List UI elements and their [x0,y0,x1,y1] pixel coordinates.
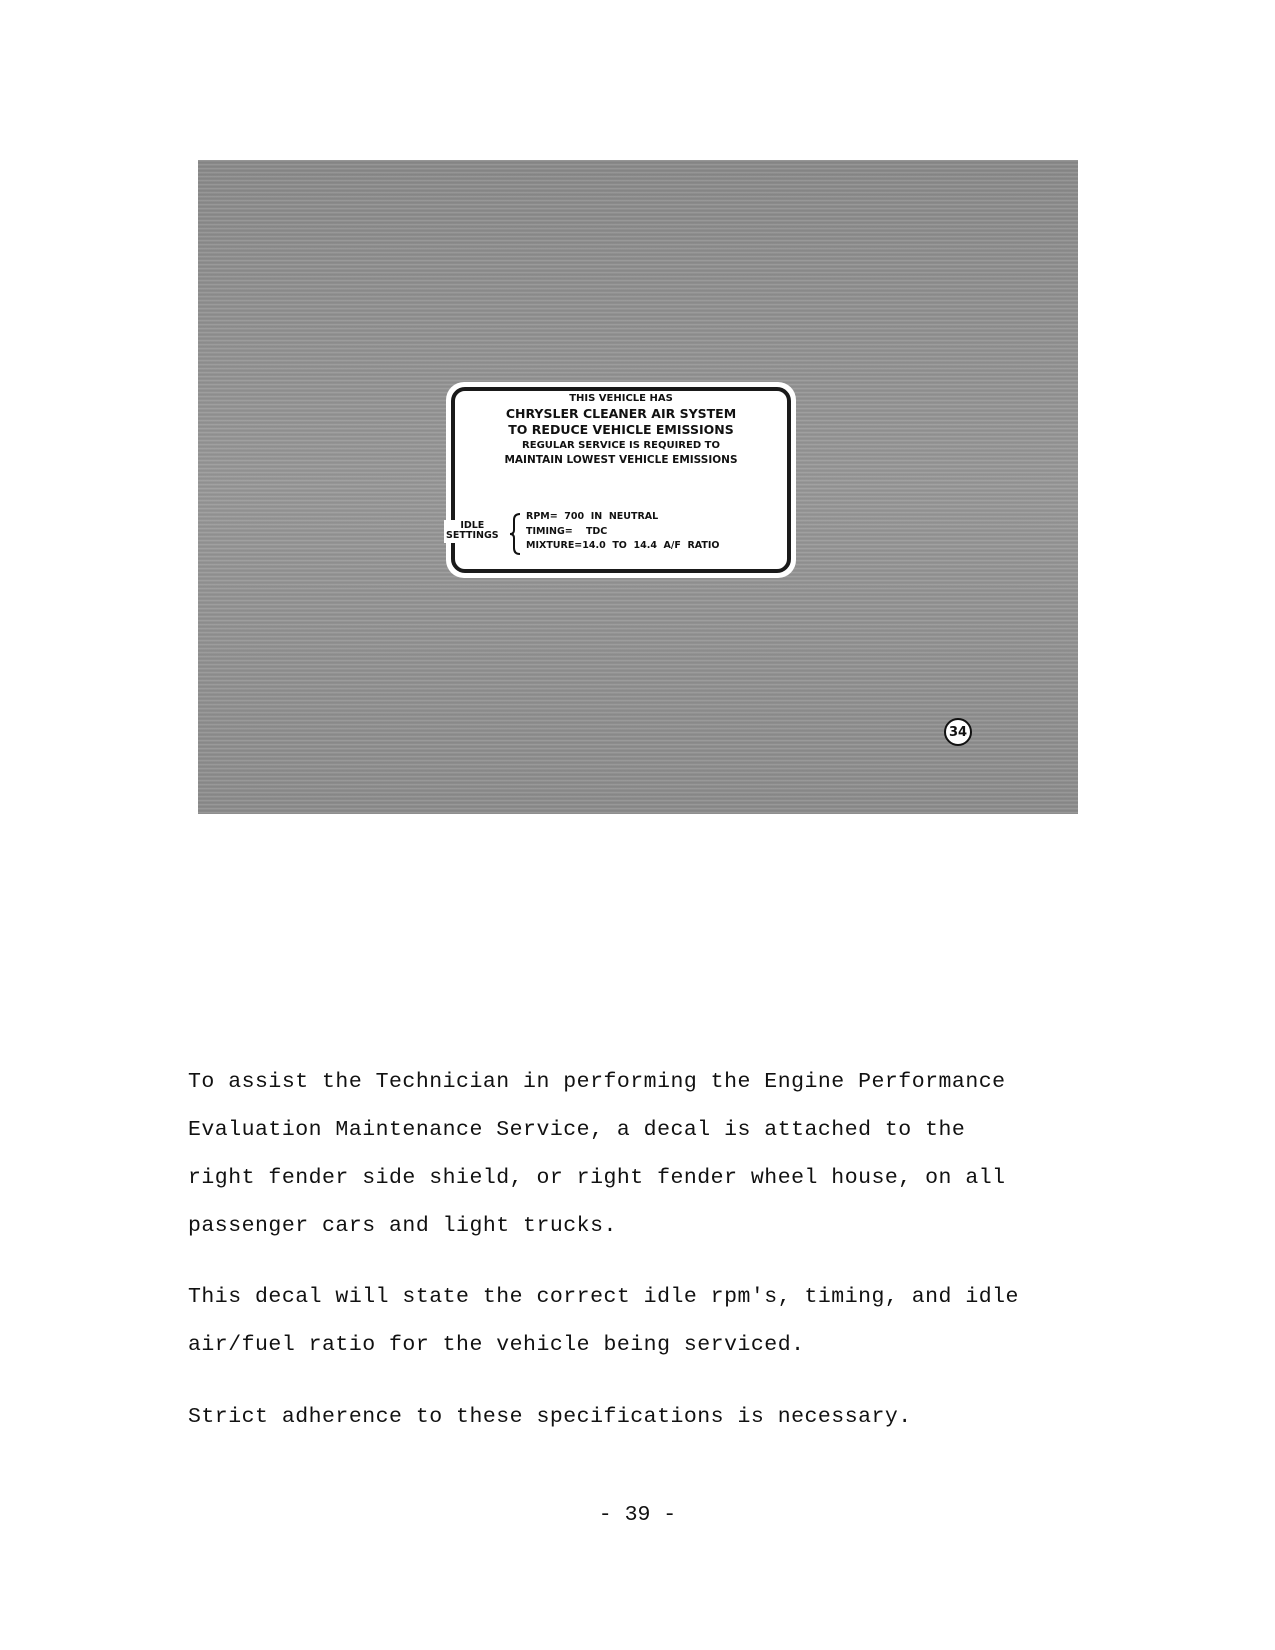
idle-mixture: MIXTURE=14.0 TO 14.4 A/F RATIO [526,540,720,552]
paragraph-1-line: To assist the Technician in performing the Engine Performance [188,1070,1006,1094]
paragraph-1-line: right fender side shield, or right fender wheel house, on all [188,1166,1006,1190]
idle-rpm: RPM= 700 IN NEUTRAL [526,511,659,522]
decal-line-4: REGULAR SERVICE IS REQUIRED TO [522,440,720,452]
paragraph-3 [188,1393,1088,1441]
paragraph-2-line: This decal will state the correct idle rpm's, timing, and idle [188,1285,1019,1309]
decal-line-2: CHRYSLER CLEANER AIR SYSTEM [505,405,737,421]
paragraph-1-line: Evaluation Maintenance Service, a decal is attached to the [188,1118,966,1142]
decal-line-1: THIS VEHICLE HAS [569,393,673,404]
idle-settings-values [526,510,720,554]
paragraph-2 [188,1273,1088,1369]
decal-heading [446,392,796,467]
idle-label-line-2: SETTINGS [446,530,499,542]
decal-photo [198,160,1078,814]
paragraph-1 [188,1058,1088,1250]
paragraph-3-line: Strict adherence to these specifications is necessary. [188,1405,912,1429]
page-number: - 39 - [598,1503,677,1527]
brace-icon [508,512,522,556]
paragraph-1-line: passenger cars and light trucks. [188,1214,617,1238]
decal-line-3: TO REDUCE VEHICLE EMISSIONS [508,422,734,438]
emissions-decal [446,382,796,578]
idle-label-line-1: IDLE [460,520,485,531]
decal-line-5: MAINTAIN LOWEST VEHICLE EMISSIONS [504,453,738,466]
idle-settings-label [444,520,501,543]
figure-number: 34 [944,718,972,746]
idle-timing: TIMING= TDC [526,525,608,537]
paragraph-2-line: air/fuel ratio for the vehicle being serviced. [188,1333,805,1357]
